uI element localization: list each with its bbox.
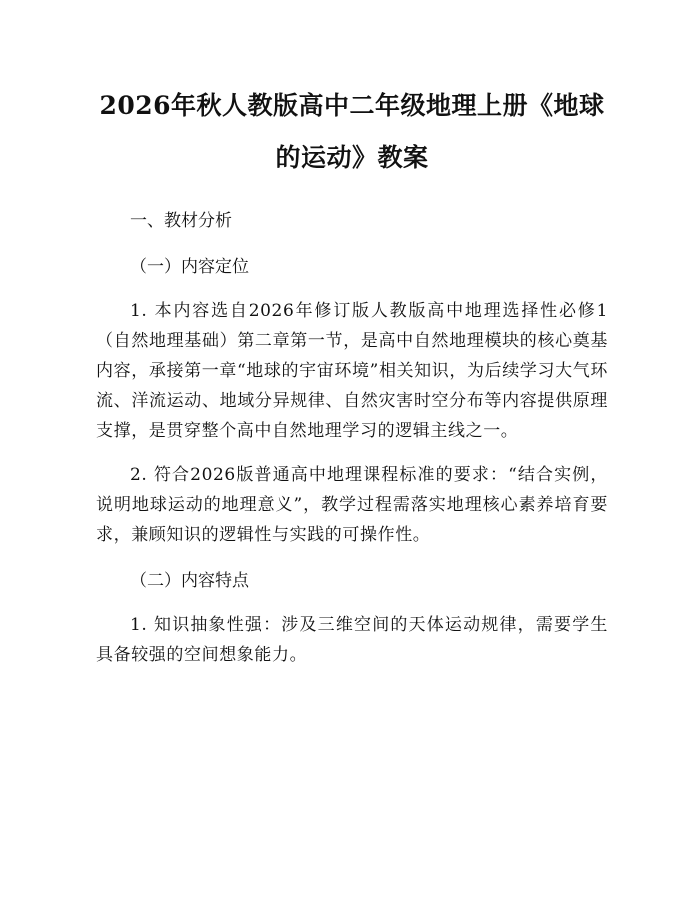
document-title: 2026年秋人教版高中二年级地理上册《地球的运动》教案 bbox=[99, 91, 605, 172]
subsection-heading-content-positioning: （一）内容定位 bbox=[130, 257, 249, 277]
section-heading-textbook-analysis: 一、教材分析 bbox=[130, 211, 232, 231]
paragraph-positioning-1: 1. 本内容选自2026年修订版人教版高中地理选择性必修1（自然地理基础）第二章第一节，是高中自然地理模块的核心奠基内容，承接第一章“地球的宇宙环境”相关知识，为后续学习大气环流、洋流运动、地域分异规律、自然灾害时空分布等内容提供原理支撑，是贯穿整个高中自然地理学习的逻辑主线之一。 bbox=[96, 301, 608, 441]
paragraph-features-1: 1. 知识抽象性强：涉及三维空间的天体运动规律，需要学生具备较强的空间想象能力。 bbox=[96, 615, 608, 665]
paragraph-positioning-2: 2. 符合2026版普通高中地理课程标准的要求：“结合实例，说明地球运动的地理意义”，教学过程需落实地理核心素养培育要求，兼顾知识的逻辑性与实践的可操作性。 bbox=[96, 465, 608, 545]
subsection-heading-content-features: （二）内容特点 bbox=[130, 571, 249, 591]
